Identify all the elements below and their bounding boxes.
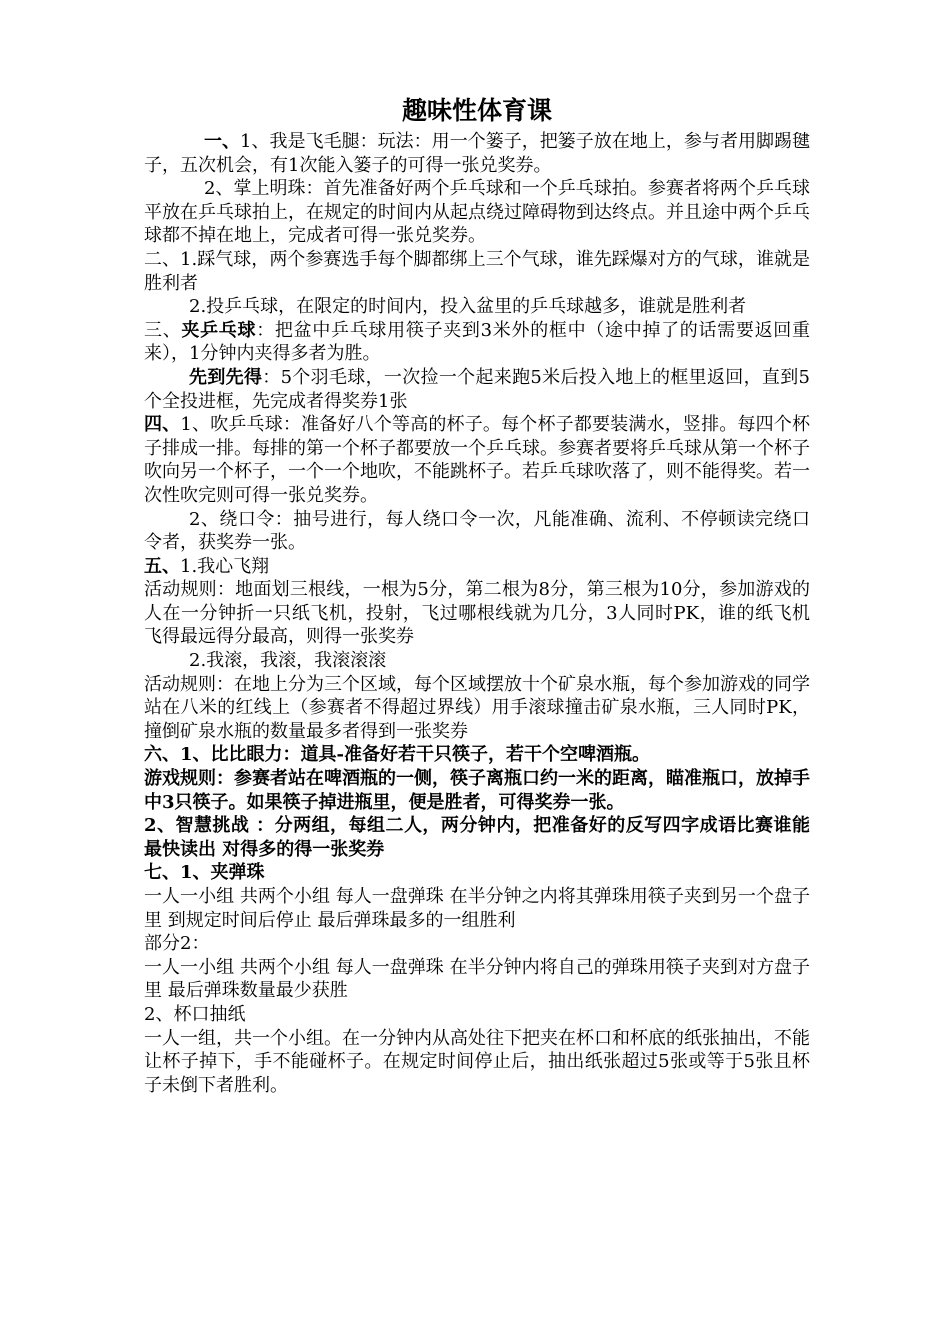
paragraph-section-7-rule-1: 一人一小组 共两个小组 每人一盘弹珠 在半分钟之内将其弹珠用筷子夹到另一个盘子里 到规定时间后停止 最后弹珠最多的一组胜利 (144, 886, 810, 931)
paragraph-section-4-item-1 (144, 413, 810, 507)
paragraph-text: ：把盆中乒乓球用筷子夹到3米外的框中（途中掉了的话需要返回重来），1分钟内夹得多者为胜。 (144, 319, 811, 365)
paragraph-section-7-part-2: 部分2： (144, 933, 210, 955)
paragraph-text: ：5个羽毛球，一次捡一个起来跑5米后投入地上的框里返回，直到5个全投进框，先完成者得奖券1张 (144, 366, 811, 412)
paragraph-section-2-item-1: 二、1.踩气球，两个参赛选手每个脚都绑上三个气球，谁先踩爆对方的气球，谁就是胜利者 (144, 248, 810, 294)
paragraph-text: 1、我是飞毛腿：玩法：用一个篓子，把篓子放在地上，参与者用脚踢毽子，五次机会，有1次能入篓子的可得一张兑奖券。 (144, 131, 811, 176)
paragraph-section-7-rule-3: 一人一组，共一个小组。在一分钟内从高处往下把夹在杯口和杯底的纸张抽出，不能让杯子掉下，手不能碰杯子。在规定时间停止后，抽出纸张超过5张或等于5张且杯子未倒下者胜利。 (144, 1027, 810, 1096)
paragraph-text: 1、吹乒乓球：准备好八个等高的杯子。每个杯子都要装满水，竖排。每四个杯子排成一排。每排的第一个杯子都要放一个乒乓球。参赛者要将乒乓球从第一个杯子吹向另一个杯子，一个一个地吹，不能跳杯子。若乒乓球吹落了，则不能得奖。若一次性吹完则可得一张兑奖券。 (144, 414, 811, 506)
paragraph-section-7-item-1: 七、1、夹弹珠 (144, 862, 265, 884)
section-number: 三、 (144, 319, 182, 341)
paragraph-section-7-rule-2: 一人一小组 共两个小组 每人一盘弹珠 在半分钟内将自己的弹珠用筷子夹到对方盘子里 最后弹珠数量最少获胜 (144, 956, 810, 1002)
paragraph-section-1-item-2: 2、掌上明珠：首先准备好两个乒乓球和一个乒乓球拍。参赛者将两个乒乓球平放在乒乓球拍上，在规定的时间内从起点绕过障碍物到达终点。并且途中两个乒乓球都不掉在地上，完成者可得一张兑奖券。 (144, 178, 810, 247)
game-name: 先到先得 (189, 366, 263, 388)
document-title: 趣味性体育课 (401, 96, 552, 125)
paragraph-text: 1.我心飞翔 (180, 555, 270, 577)
paragraph-section-1-item-1 (144, 130, 810, 177)
paragraph-section-4-item-2: 2、绕口令：抽号进行，每人绕口令一次，凡能准确、流利、不停顿读完绕口令者，获奖券一张。 (144, 508, 810, 554)
paragraph-section-5-rule-1: 活动规则：地面划三根线，一根为5分，第二根为8分，第三根为10分，参加游戏的人在一分钟折一只纸飞机，投射，飞过哪根线就为几分，3人同时PK，谁的纸飞机飞得最远得分最高，则得一张奖券 (144, 579, 810, 648)
section-number: 四、 (144, 414, 181, 436)
paragraph-section-2-item-2: 2.投乒乓球，在限定的时间内，投入盆里的乒乓球越多，谁就是胜利者 (189, 296, 747, 318)
game-name: 夹乒乓球 (181, 319, 257, 341)
section-number: 五、 (144, 555, 180, 577)
paragraph-section-6-item-2: 2、智慧挑战 ：分两组，每组二人，两分钟内，把准备好的反写四字成语比赛谁能最快读出 对得多的得一张奖券 (144, 815, 810, 860)
paragraph-section-3-item-1 (144, 319, 810, 366)
paragraph-section-3-item-2 (144, 366, 810, 413)
paragraph-section-5-item-1 (144, 555, 810, 579)
paragraph-section-6-item-1: 六、1、比比眼力：道具-准备好若干只筷子，若干个空啤酒瓶。 (144, 744, 650, 766)
paragraph-section-6-rule-1: 游戏规则：参赛者站在啤酒瓶的一侧，筷子离瓶口约一米的距离，瞄准瓶口，放掉手中3只筷子。如果筷子掉进瓶里，便是胜者，可得奖券一张。 (144, 768, 810, 813)
paragraph-section-5-item-2: 2.我滚，我滚，我滚滚滚 (189, 650, 387, 672)
paragraph-section-5-rule-2: 活动规则：在地上分为三个区域，每个区域摆放十个矿泉水瓶，每个参加游戏的同学站在八米的红线上（参赛者不得超过界线）用手滚球撞击矿泉水瓶，三人同时PK，撞倒矿泉水瓶的数量最多者得到一张奖券 (144, 673, 810, 742)
paragraph-section-7-item-2: 2、杯口抽纸 (144, 1003, 246, 1025)
section-number: 一、 (204, 131, 241, 152)
